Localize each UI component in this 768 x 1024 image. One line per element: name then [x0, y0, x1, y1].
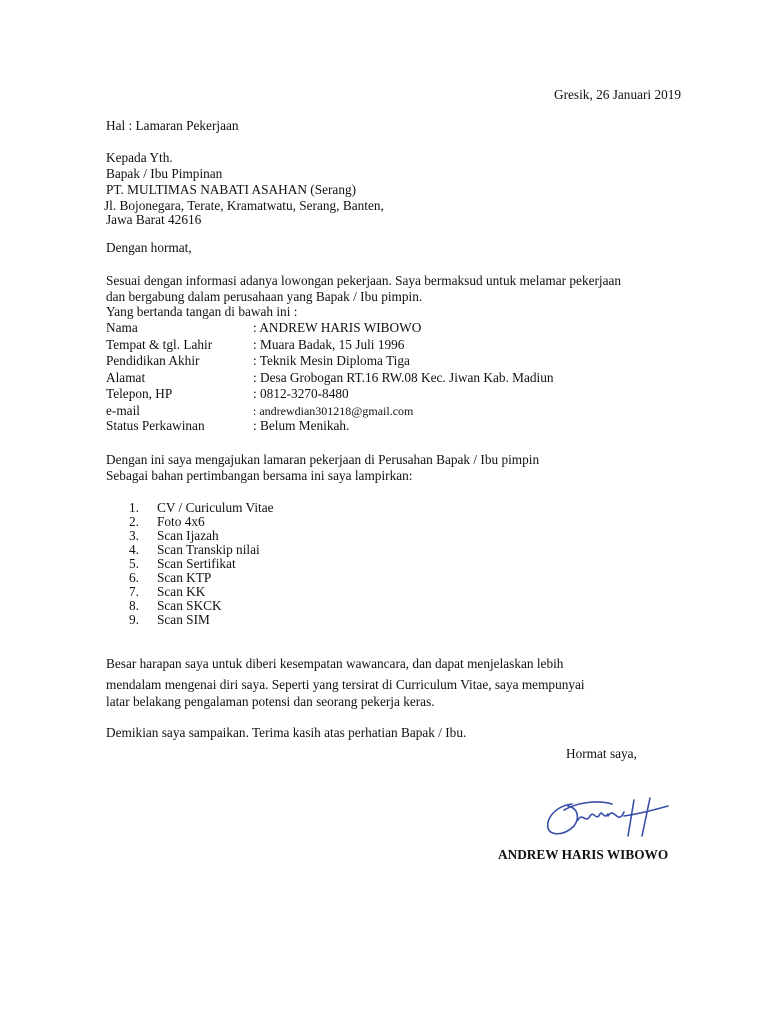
identity-value: : Belum Menikah. — [253, 418, 350, 433]
identity-value: : 0812-3270-8480 — [253, 386, 349, 401]
list-text: Scan Ijazah — [157, 528, 219, 543]
list-text: Scan KTP — [157, 570, 212, 585]
identity-value: : Teknik Mesin Diploma Tiga — [253, 353, 410, 368]
list-number: 4. — [129, 542, 139, 557]
closing-line: Demikian saya sampaikan. Terima kasih atas perhatian Bapak / Ibu. — [106, 725, 467, 740]
list-number: 7. — [129, 584, 139, 599]
list-text: CV / Curiculum Vitae — [157, 500, 274, 515]
recipient-line: Kepada Yth. — [106, 150, 173, 165]
regards: Hormat saya, — [566, 746, 637, 761]
intro-line: Yang bertanda tangan di bawah ini : — [106, 304, 298, 319]
identity-label: Pendidikan Akhir — [106, 353, 200, 368]
signature-icon — [538, 796, 688, 842]
identity-value: : ANDREW HARIS WIBOWO — [253, 320, 422, 335]
recipient-company: PT. MULTIMAS NABATI ASAHAN (Serang) — [106, 182, 357, 197]
identity-label: Telepon, HP — [106, 386, 173, 401]
recipient-address: Jl. Bojonegara, Terate, Kramatwatu, Serang, Banten, — [104, 198, 384, 213]
letter-date: Gresik, 26 Januari 2019 — [554, 87, 682, 102]
hope-line: latar belakang pengalaman potensi dan seorang pekerja keras. — [106, 694, 435, 709]
list-number: 2. — [129, 514, 139, 529]
intro-line: Sesuai dengan informasi adanya lowongan pekerjaan. Saya bermaksud untuk melamar pekerjaan — [106, 273, 622, 288]
intro-line: dan bergabung dalam perusahaan yang Bapak / Ibu pimpin. — [106, 289, 423, 304]
list-number: 1. — [129, 500, 139, 515]
identity-label: Nama — [106, 320, 138, 335]
recipient-address: Jawa Barat 42616 — [106, 212, 202, 227]
list-number: 6. — [129, 570, 139, 585]
application-line: Sebagai bahan pertimbangan bersama ini saya lampirkan: — [106, 468, 413, 483]
hope-line: mendalam mengenai diri saya. Seperti yang tersirat di Curriculum Vitae, saya mempunyai — [106, 677, 585, 692]
list-text: Scan Transkip nilai — [157, 542, 260, 557]
list-text: Foto 4x6 — [157, 514, 205, 529]
list-number: 5. — [129, 556, 139, 571]
identity-label: Alamat — [106, 370, 146, 385]
identity-label: Tempat & tgl. Lahir — [106, 337, 213, 352]
list-number: 8. — [129, 598, 139, 613]
list-text: Scan SKCK — [157, 598, 222, 613]
identity-value: : Muara Badak, 15 Juli 1996 — [253, 337, 405, 352]
identity-value: : andrewdian301218@gmail.com — [253, 404, 414, 418]
recipient-line: Bapak / Ibu Pimpinan — [106, 166, 223, 181]
list-number: 3. — [129, 528, 139, 543]
letter-subject: Hal : Lamaran Pekerjaan — [106, 118, 239, 133]
hope-line: Besar harapan saya untuk diberi kesempatan wawancara, dan dapat menjelaskan lebih — [106, 656, 564, 671]
signer-name: ANDREW HARIS WIBOWO — [498, 847, 669, 862]
list-number: 9. — [129, 612, 139, 627]
identity-label: e-mail — [106, 403, 140, 418]
identity-value: : Desa Grobogan RT.16 RW.08 Kec. Jiwan Kab. Madiun — [253, 370, 554, 385]
list-text: Scan KK — [157, 584, 206, 599]
signature-graphic — [538, 796, 688, 842]
list-text: Scan Sertifikat — [157, 556, 236, 571]
application-line: Dengan ini saya mengajukan lamaran pekerjaan di Perusahan Bapak / Ibu pimpin — [106, 452, 540, 467]
identity-label: Status Perkawinan — [106, 418, 205, 433]
list-text: Scan SIM — [157, 612, 210, 627]
greeting: Dengan hormat, — [106, 240, 192, 255]
